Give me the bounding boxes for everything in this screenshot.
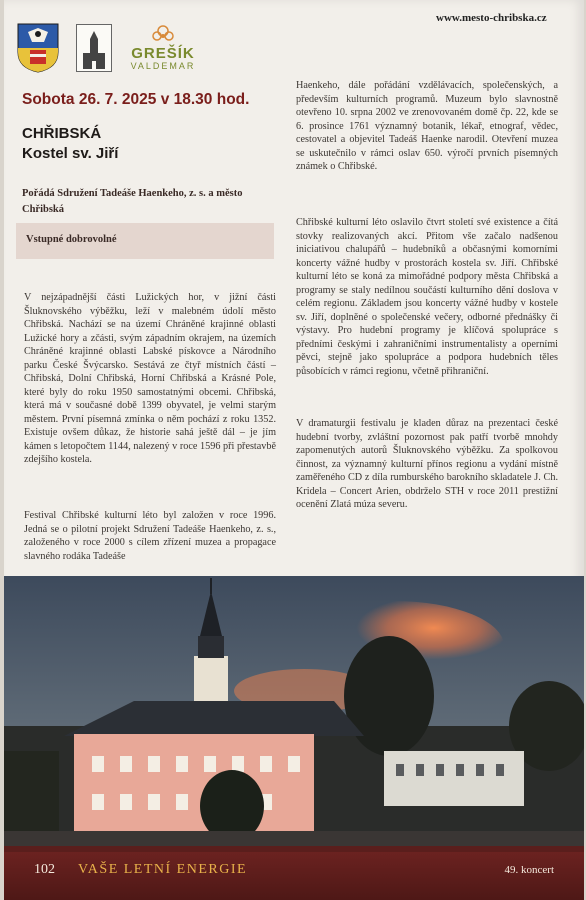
event-date-time: Sobota 26. 7. 2025 v 18.30 hod. [22,91,250,108]
website-url[interactable]: www.mesto-chribska.cz [436,12,547,24]
entry-fee-label: Vstupné dobrovolné [26,234,117,245]
article-paragraph: Haenkeho, dále pořádání vzdělávacích, společenských, a především kulturních programů. Muzeum bylo slavnostně otevřeno 10. srpna 2002 ve zrenovovaném domě čp. 22, kde se 6. prosince 1761 významný botanik, lékař, etnograf, vědec, cestovatel a objevitel Tadeáš Haenke narodil. Otevření muzea se uskutečnilo v rámci oslav 650. výročí prvních písemných známek o Chřibské. [296,80,558,172]
event-place [22,124,118,164]
gresik-logo-name: GREŠÍK [131,45,195,62]
logo-row [16,18,198,78]
article-paragraph: V nejzápadnější části Lužických hor, v jižní části Šluknovského výběžku, leží v malebném údolí město Chřibská. Nachází se na území Chráněné krajinné oblasti Lužické hory a zčásti, svým západním okrajem, na územích Chráněné krajinné oblasti Labské pískovce a Národního parku České Švýcarsko. Sestává ze čtyř místních částí – Chřibská, Dolní Chřibská, Horní Chřibská a Krásné Pole, které byly do roku 1950 samostatnými obcemi. Chřibská, která má v současné době 1399 obyvatel, je velmi starým městem. První písemná zmínka o něm pochází z roku 1352. Existuje ovšem důkaz, že historie sahá ještě dál – je jím kámen s letopočtem 1144, nalezený v roce 1596 při přestavbě zdejšího kostela. [24,292,276,465]
article-paragraph: V dramaturgii festivalu je kladen důraz na prezentaci české hudební tvorby, zvláštní pozornost pak patří tvorbě mnohdy zapomenutých autorů Šluknovského výběžku. Za spolkovou činnost, za významný kulturní přínos regionu a vydání místně zaměřeného CD z díla rumburského barokního skladatele J. Ch. Kridela – Concert Arien, obdrželo STH v roce 2011 prestižní ocenění Zlatá múza severu. [296,418,558,510]
article-paragraph: Festival Chřibské kulturní léto byl založen v roce 1996. Jedná se o pilotní projekt Sdružení Tadeáše Haenkeho, z. s., založeného v roce 2000 s cílem zřízení muzea a propagace slavného rodáka Tadeáše [24,510,276,562]
page-footer [4,846,584,900]
entry-fee-box [16,223,274,259]
page-number: 102 [34,862,55,877]
church-photo [4,576,584,848]
gresik-logo [128,25,198,71]
association-church-logo [76,24,112,72]
magazine-page [4,0,584,900]
concert-number: 49. koncert [504,864,554,876]
event-town: CHŘIBSKÁ [22,125,102,142]
flower-icon [148,25,178,47]
article-paragraph: Chřibské kulturní léto oslavilo čtvrt století své existence a čítá stovky realizovaných akcí. Přitom vše začalo nadšenou iniciativou chalupářů – hudebníků a občasnými komorními koncerty vážné hudby v prostorách kostela sv. Jiří. Chřibské kulturní léto se koná za mimořádné podpory města Chřibská a programy se staly nedílnou součástí kulturního dění doslova v celém regionu. Základem jsou koncerty vážné hudby v kostele sv. Jiří, doplněné o společenské večery, odborné přednášky či výstavy. Pro hudební programy je klíčová spolupráce s předními českými i zahraničními instrumentalisty a operními pěvci, stejně jako spolupráce a podpora hudebních těles působících v rámci regionu, včetně přihraniční. [296,217,558,377]
event-venue: Kostel sv. Jiří [22,145,119,162]
town-crest-logo [16,22,60,74]
event-organizer: Pořádá Sdružení Tadeáše Haenkeho, z. s. a město Chřibská [22,188,243,215]
section-title: VAŠE LETNÍ ENERGIE [78,862,248,877]
gresik-logo-subtitle: VALDEMAR [130,61,196,71]
